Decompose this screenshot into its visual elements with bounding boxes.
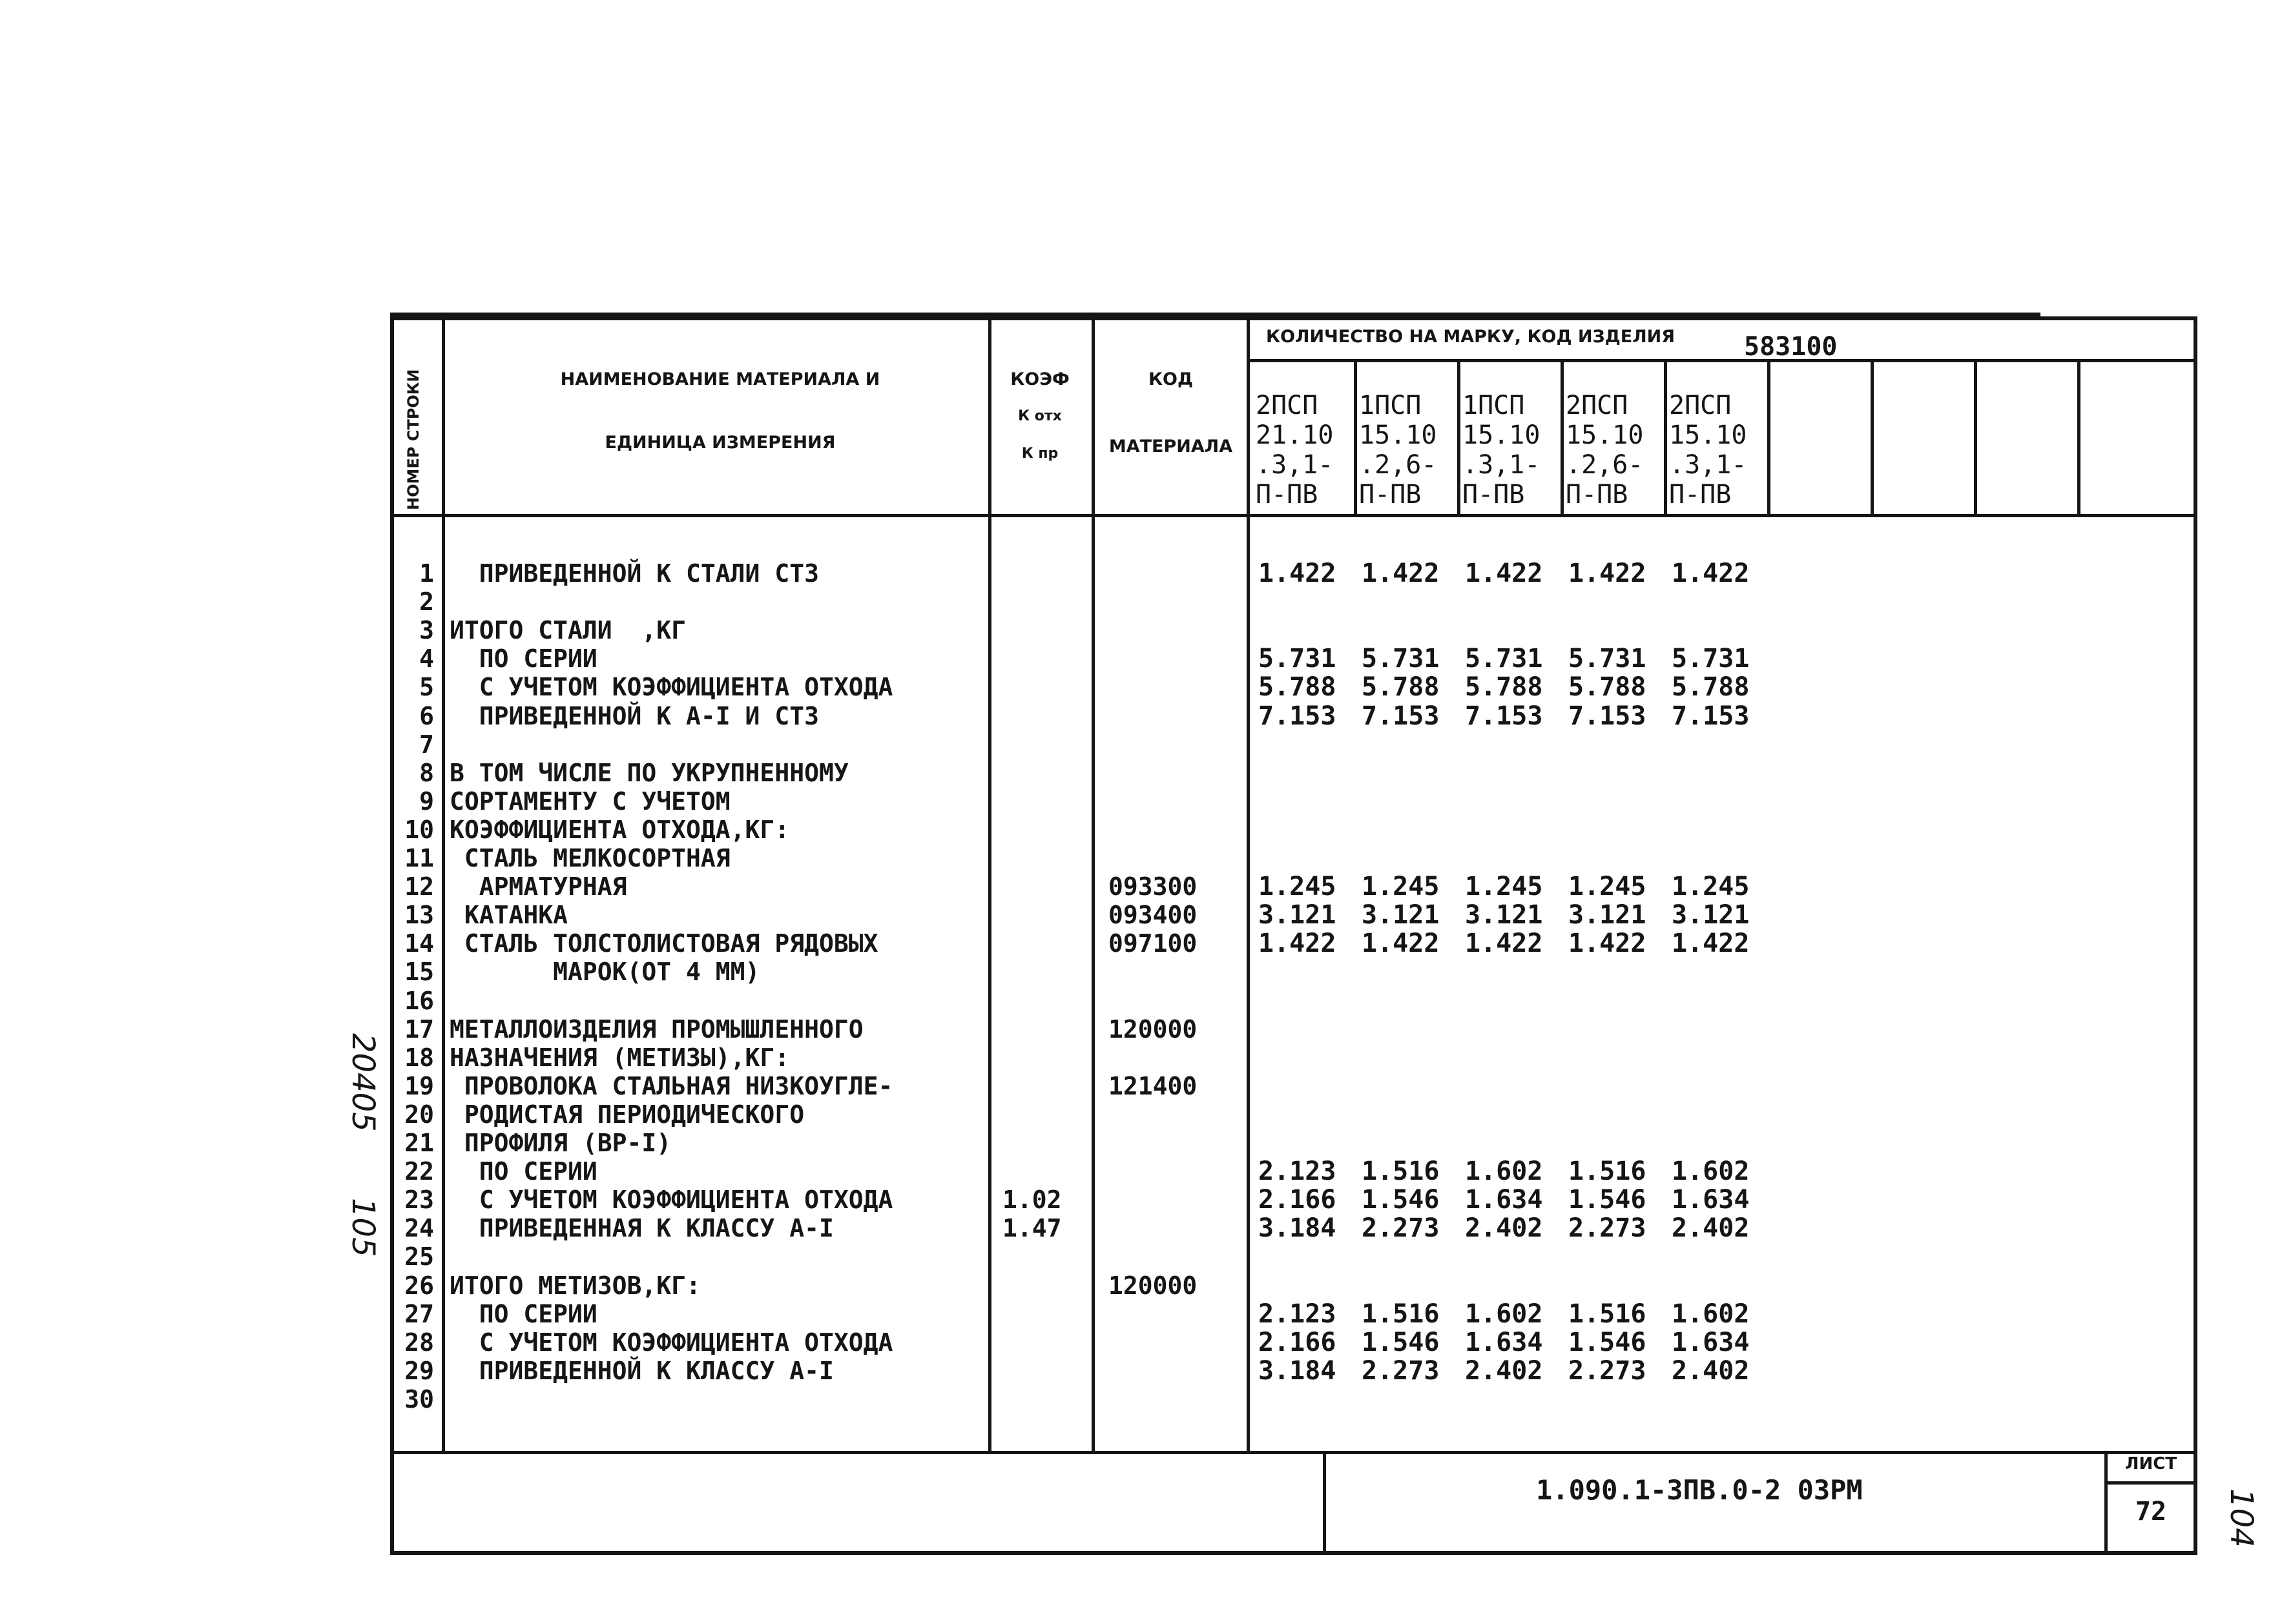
row-quantity-value: 3.121 — [1568, 900, 1646, 930]
row-quantity-value: 1.422 — [1672, 559, 1750, 588]
row-material-name: С УЧЕТОМ КОЭФФИЦИЕНТА ОТХОДА — [450, 1328, 893, 1357]
row-quantity-value: 1.422 — [1568, 559, 1646, 588]
row-quantity-value: 2.166 — [1258, 1185, 1336, 1215]
margin-number-b: 105 — [345, 1198, 381, 1257]
row-quantity-value: 1.245 — [1568, 872, 1646, 901]
row-number: 11 — [404, 844, 434, 872]
row-material-name: ПРИВЕДЕННАЯ К КЛАССУ А-I — [450, 1214, 834, 1242]
row-number: 30 — [404, 1385, 434, 1413]
row-material-name: МЕТАЛЛОИЗДЕЛИЯ ПРОМЫШЛЕННОГО — [450, 1015, 864, 1043]
row-quantity-value: 1.634 — [1465, 1185, 1543, 1215]
row-number: 28 — [404, 1328, 434, 1357]
row-quantity-value: 2.273 — [1568, 1356, 1646, 1386]
row-quantity-value: 7.153 — [1568, 701, 1646, 731]
sheet-label-line — [2104, 1481, 2197, 1485]
row-number: 19 — [404, 1072, 434, 1100]
margin-number-a: 20405 — [345, 1033, 381, 1132]
row-quantity-value: 3.121 — [1362, 900, 1440, 930]
row-quantity-value: 2.402 — [1672, 1213, 1750, 1243]
row-number: 7 — [419, 730, 434, 759]
row-quantity-value: 1.245 — [1672, 872, 1750, 901]
row-quantity-value: 1.546 — [1362, 1185, 1440, 1215]
row-material-code: 097100 — [1108, 929, 1198, 958]
row-number: 22 — [404, 1157, 434, 1186]
row-material-name: СТАЛЬ МЕЛКОСОРТНАЯ — [450, 844, 731, 872]
mark-header-4 — [1566, 391, 1669, 509]
mark-header-line: П-ПВ — [1669, 480, 1732, 509]
row-quantity-value: 2.166 — [1258, 1328, 1336, 1357]
row-quantity-value: 1.422 — [1568, 929, 1646, 958]
row-quantity-value: 5.731 — [1568, 644, 1646, 673]
row-number: 9 — [419, 787, 434, 816]
code-header-line1: КОД — [1148, 369, 1194, 389]
row-number-header: НОМЕР СТРОКИ — [404, 369, 422, 510]
col-sep-mark7 — [1974, 359, 1977, 514]
row-quantity-value: 7.153 — [1672, 701, 1750, 731]
row-number: 15 — [404, 958, 434, 986]
row-quantity-value: 1.516 — [1362, 1299, 1440, 1329]
mark-header-line: П-ПВ — [1566, 480, 1628, 509]
row-number: 8 — [419, 759, 434, 787]
row-quantity-value: 1.422 — [1362, 559, 1440, 588]
row-number: 13 — [404, 901, 434, 929]
row-quantity-value: 1.422 — [1465, 929, 1543, 958]
row-material-name: ПРИВЕДЕННОЙ К КЛАССУ А-I — [450, 1357, 834, 1385]
row-quantity-value: 1.602 — [1465, 1156, 1543, 1186]
mark-header-line: .3,1- — [1669, 450, 1747, 480]
row-quantity-value: 1.546 — [1362, 1328, 1440, 1357]
row-number: 29 — [404, 1357, 434, 1385]
row-material-name: ИТОГО СТАЛИ ,КГ — [450, 616, 687, 644]
row-number: 20 — [404, 1100, 434, 1129]
row-material-name: ПО СЕРИИ — [450, 644, 597, 673]
mark-header-5 — [1669, 391, 1772, 509]
row-quantity-value: 2.273 — [1362, 1213, 1440, 1243]
row-material-name: ПРОФИЛЯ (ВР-I) — [450, 1129, 672, 1157]
mark-header-line: П-ПВ — [1256, 480, 1318, 509]
code-header-line2: МАТЕРИАЛА — [1108, 437, 1233, 457]
row-quantity-value: 5.788 — [1568, 672, 1646, 702]
mark-header-3 — [1462, 391, 1566, 509]
mark-header-line: П-ПВ — [1359, 480, 1422, 509]
row-quantity-value: 5.731 — [1672, 644, 1750, 673]
row-number: 17 — [404, 1015, 434, 1043]
col-sep-mark6 — [1871, 359, 1874, 514]
row-coef: 1.02 — [1002, 1186, 1062, 1214]
row-material-name: ИТОГО МЕТИЗОВ,КГ: — [450, 1271, 701, 1300]
row-material-name: РОДИСТАЯ ПЕРИОДИЧЕСКОГО — [450, 1100, 805, 1129]
row-number: 14 — [404, 929, 434, 958]
row-quantity-value: 1.546 — [1568, 1185, 1646, 1215]
row-number: 27 — [404, 1300, 434, 1328]
row-number: 21 — [404, 1129, 434, 1157]
col-sep-rownum — [442, 316, 445, 1451]
mark-header-line: 1ПСП — [1359, 391, 1422, 420]
row-quantity-value: 5.731 — [1362, 644, 1440, 673]
row-material-name: ПО СЕРИИ — [450, 1300, 597, 1328]
material-name-header-line2: ЕДИНИЦА ИЗМЕРЕНИЯ — [605, 433, 836, 453]
row-material-name: ПРИВЕДЕННОЙ К А-I И СТ3 — [450, 702, 819, 730]
document-code: 1.090.1-3ПВ.0-2 03РМ — [1536, 1474, 1863, 1506]
mark-header-line: .2,6- — [1566, 450, 1644, 480]
row-quantity-value: 1.422 — [1362, 929, 1440, 958]
row-quantity-value: 7.153 — [1362, 701, 1440, 731]
row-number: 16 — [404, 987, 434, 1015]
row-material-name: СОРТАМЕНТУ С УЧЕТОМ — [450, 787, 731, 816]
col-sep-code — [1247, 316, 1250, 1451]
row-material-name: КОЭФФИЦИЕНТА ОТХОДА,КГ: — [450, 816, 790, 844]
quantity-header-line — [1247, 359, 2197, 362]
row-number: 3 — [419, 616, 434, 644]
row-number: 2 — [419, 588, 434, 616]
mark-header-line: 2ПСП — [1256, 391, 1318, 420]
row-quantity-value: 5.788 — [1258, 672, 1336, 702]
mark-header-line: .2,6- — [1359, 450, 1437, 480]
row-quantity-value: 1.245 — [1465, 872, 1543, 901]
quantity-header-title: КОЛИЧЕСТВО НА МАРКУ, КОД ИЗДЕЛИЯ — [1266, 327, 1675, 347]
row-number: 6 — [419, 702, 434, 730]
mark-header-1 — [1256, 391, 1359, 509]
row-quantity-value: 2.402 — [1465, 1213, 1543, 1243]
row-quantity-value: 3.184 — [1258, 1356, 1336, 1386]
row-material-code: 120000 — [1108, 1015, 1198, 1043]
row-quantity-value: 1.634 — [1672, 1185, 1750, 1215]
mark-header-line: 15.10 — [1566, 420, 1644, 450]
row-quantity-value: 1.245 — [1258, 872, 1336, 901]
row-quantity-value: 1.516 — [1568, 1299, 1646, 1329]
row-material-name: С УЧЕТОМ КОЭФФИЦИЕНТА ОТХОДА — [450, 1186, 893, 1214]
row-quantity-value: 3.121 — [1465, 900, 1543, 930]
row-number: 10 — [404, 816, 434, 844]
row-quantity-value: 1.516 — [1568, 1156, 1646, 1186]
sheet-label: ЛИСТ — [2124, 1454, 2177, 1474]
row-quantity-value: 1.602 — [1672, 1299, 1750, 1329]
row-quantity-value: 3.121 — [1258, 900, 1336, 930]
coef-header-title: КОЭФ — [1010, 369, 1070, 389]
row-quantity-value: 5.788 — [1465, 672, 1543, 702]
row-number: 23 — [404, 1186, 434, 1214]
mark-header-2 — [1359, 391, 1462, 509]
row-number: 1 — [419, 559, 434, 588]
mark-header-line: .3,1- — [1462, 450, 1540, 480]
row-quantity-value: 1.422 — [1465, 559, 1543, 588]
row-material-name: В ТОМ ЧИСЛЕ ПО УКРУПНЕННОМУ — [450, 759, 849, 787]
row-material-name: НАЗНАЧЕНИЯ (МЕТИЗЫ),КГ: — [450, 1043, 790, 1072]
row-quantity-value: 1.422 — [1258, 929, 1336, 958]
row-quantity-value: 1.516 — [1362, 1156, 1440, 1186]
row-quantity-value: 2.273 — [1362, 1356, 1440, 1386]
sheet-number: 72 — [2135, 1497, 2167, 1526]
mark-header-line: 1ПСП — [1462, 391, 1525, 420]
row-number: 18 — [404, 1043, 434, 1072]
col-sep-name — [988, 316, 991, 1451]
row-number: 26 — [404, 1271, 434, 1300]
title-block-sep — [1323, 1451, 1326, 1555]
row-material-code: 093400 — [1108, 901, 1198, 929]
row-quantity-value: 7.153 — [1465, 701, 1543, 731]
row-quantity-value: 1.422 — [1672, 929, 1750, 958]
row-material-name: МАРОК(ОТ 4 ММ) — [450, 958, 760, 986]
row-quantity-value: 2.273 — [1568, 1213, 1646, 1243]
row-quantity-value: 1.634 — [1672, 1328, 1750, 1357]
coef-header-pr: К пр — [1021, 446, 1059, 462]
row-material-code: 120000 — [1108, 1271, 1198, 1300]
row-quantity-value: 1.546 — [1568, 1328, 1646, 1357]
product-code: 583100 — [1744, 332, 1838, 362]
row-number: 4 — [419, 644, 434, 673]
row-quantity-value: 5.731 — [1258, 644, 1336, 673]
row-number: 25 — [404, 1242, 434, 1271]
row-quantity-value: 1.422 — [1258, 559, 1336, 588]
row-quantity-value: 2.123 — [1258, 1299, 1336, 1329]
row-material-name: КАТАНКА — [450, 901, 568, 929]
row-quantity-value: 3.184 — [1258, 1213, 1336, 1243]
col-sep-mark8 — [2077, 359, 2080, 514]
row-quantity-value: 1.245 — [1362, 872, 1440, 901]
row-number: 24 — [404, 1214, 434, 1242]
row-material-name: ПРИВЕДЕННОЙ К СТАЛИ СТ3 — [450, 559, 819, 588]
row-material-name: ПРОВОЛОКА СТАЛЬНАЯ НИЗКОУГЛЕ- — [450, 1072, 893, 1100]
row-material-name: АРМАТУРНАЯ — [450, 872, 627, 901]
row-quantity-value: 5.731 — [1465, 644, 1543, 673]
row-material-name: ПО СЕРИИ — [450, 1157, 597, 1186]
row-number: 5 — [419, 673, 434, 701]
mark-header-line: 2ПСП — [1669, 391, 1732, 420]
row-quantity-value: 7.153 — [1258, 701, 1336, 731]
row-quantity-value: 5.788 — [1362, 672, 1440, 702]
row-number: 12 — [404, 872, 434, 901]
mark-header-line: .3,1- — [1256, 450, 1334, 480]
row-quantity-value: 1.602 — [1672, 1156, 1750, 1186]
row-quantity-value: 2.123 — [1258, 1156, 1336, 1186]
mark-header-line: 15.10 — [1462, 420, 1540, 450]
row-material-code: 093300 — [1108, 872, 1198, 901]
coef-header-otx: К отх — [1018, 408, 1062, 424]
row-material-name: С УЧЕТОМ КОЭФФИЦИЕНТА ОТХОДА — [450, 673, 893, 701]
row-quantity-value: 1.634 — [1465, 1328, 1543, 1357]
mark-header-line: 21.10 — [1256, 420, 1334, 450]
row-quantity-value: 2.402 — [1672, 1356, 1750, 1386]
row-quantity-value: 3.121 — [1672, 900, 1750, 930]
mark-header-line: 15.10 — [1669, 420, 1747, 450]
row-coef: 1.47 — [1002, 1214, 1062, 1242]
row-quantity-value: 1.602 — [1465, 1299, 1543, 1329]
header-bottom-line — [390, 514, 2197, 517]
mark-header-line: 15.10 — [1359, 420, 1437, 450]
row-material-name: СТАЛЬ ТОЛСТОЛИСТОВАЯ РЯДОВЫХ — [450, 929, 878, 958]
row-quantity-value: 5.788 — [1672, 672, 1750, 702]
mark-header-line: П-ПВ — [1462, 480, 1525, 509]
row-quantity-value: 2.402 — [1465, 1356, 1543, 1386]
col-sep-coef — [1092, 316, 1095, 1451]
body-bottom-line — [390, 1451, 2197, 1454]
margin-number-right: 104 — [2223, 1488, 2259, 1548]
mark-header-line: 2ПСП — [1566, 391, 1628, 420]
material-name-header-line1: НАИМЕНОВАНИЕ МАТЕРИАЛА И — [560, 369, 880, 389]
row-material-code: 121400 — [1108, 1072, 1198, 1100]
